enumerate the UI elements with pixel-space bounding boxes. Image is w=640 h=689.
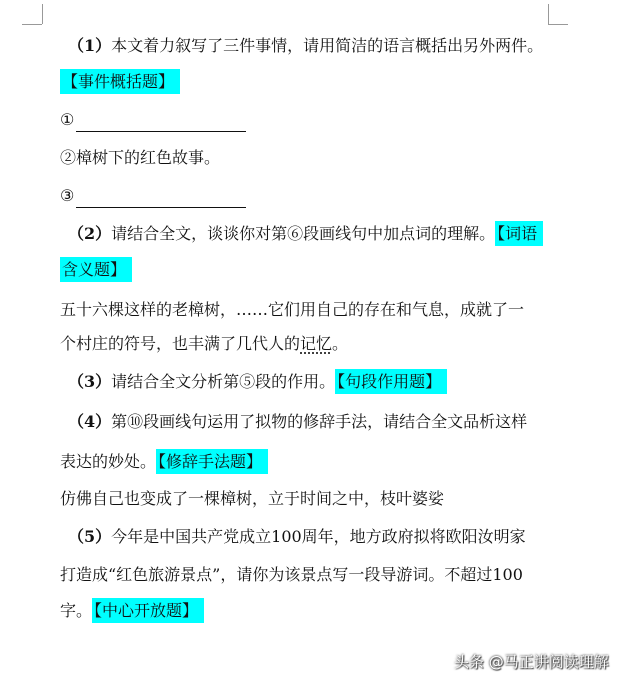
answer-line-2 [60, 146, 220, 170]
page-corner-mark [548, 4, 549, 24]
answer-marker: ③ [60, 186, 75, 205]
question-type-tag: 【事件概括题】 [60, 69, 180, 94]
question-2 [68, 222, 543, 246]
question-4 [68, 410, 527, 434]
answer-text: ②樟树下的红色故事。 [60, 148, 221, 167]
question-type-tag: 【词语 [495, 221, 543, 246]
answer-line-3 [60, 184, 246, 208]
dotted-word: 记忆 [300, 334, 333, 353]
question-4-cont [60, 450, 268, 474]
answer-line-1 [60, 108, 246, 132]
question-text: 字。 [60, 601, 93, 620]
question-text: 第⑩段画线句运用了拟物的修辞手法，请结合全文品析这样 [111, 412, 528, 431]
quote-line [60, 332, 348, 356]
quote-text: 个村庄的符号，也丰满了几代人的 [60, 334, 301, 353]
question-number: （5） [68, 527, 112, 546]
page-corner-mark [42, 4, 43, 24]
question-text: 请结合全文分析第⑤段的作用。 [111, 372, 336, 391]
question-5-cont [60, 599, 204, 623]
question-number: （1） [68, 36, 112, 55]
question-5-cont [60, 563, 523, 587]
question-1-tag-line [60, 70, 180, 94]
page-corner-mark [22, 24, 42, 25]
question-text: 请结合全文，谈谈你对第⑥段画线句中加点词的理解。 [111, 224, 496, 243]
watermark: 头条 @马正讲阅读理解 [454, 653, 609, 671]
answer-blank[interactable] [76, 113, 246, 132]
question-type-tag: 【句段作用题】 [335, 369, 447, 394]
question-1 [68, 34, 543, 58]
quote-text: 。 [332, 334, 349, 353]
question-text: 打造成“红色旅游景点”，请你为该景点写一段导游词。不超过100 [60, 565, 523, 584]
answer-marker: ① [60, 110, 75, 129]
question-2-tag-line [60, 258, 132, 282]
question-number: （2） [68, 224, 112, 243]
question-number: （3） [68, 372, 112, 391]
quote-text: 仿佛自己也变成了一棵樟树，立于时间之中，枝叶婆娑 [60, 489, 445, 508]
question-3 [68, 370, 447, 394]
question-text: 今年是中国共产党成立100周年，地方政府拟将欧阳汝明家 [111, 527, 526, 546]
question-text: 本文着力叙写了三件事情，请用简洁的语言概括出另外两件。 [111, 36, 544, 55]
answer-blank[interactable] [76, 189, 246, 208]
question-type-tag: 【中心开放题】 [92, 598, 204, 623]
quote-text: 五十六棵这样的老樟树，……它们用自己的存在和气息，成就了一 [60, 300, 525, 319]
question-number: （4） [68, 412, 112, 431]
page-corner-mark [548, 24, 568, 25]
question-type-tag: 【修辞手法题】 [156, 449, 268, 474]
quote-line [60, 487, 444, 511]
question-type-tag: 含义题】 [60, 257, 132, 282]
quote-line [60, 298, 524, 322]
question-5 [68, 525, 526, 549]
question-text: 表达的妙处。 [60, 452, 157, 471]
